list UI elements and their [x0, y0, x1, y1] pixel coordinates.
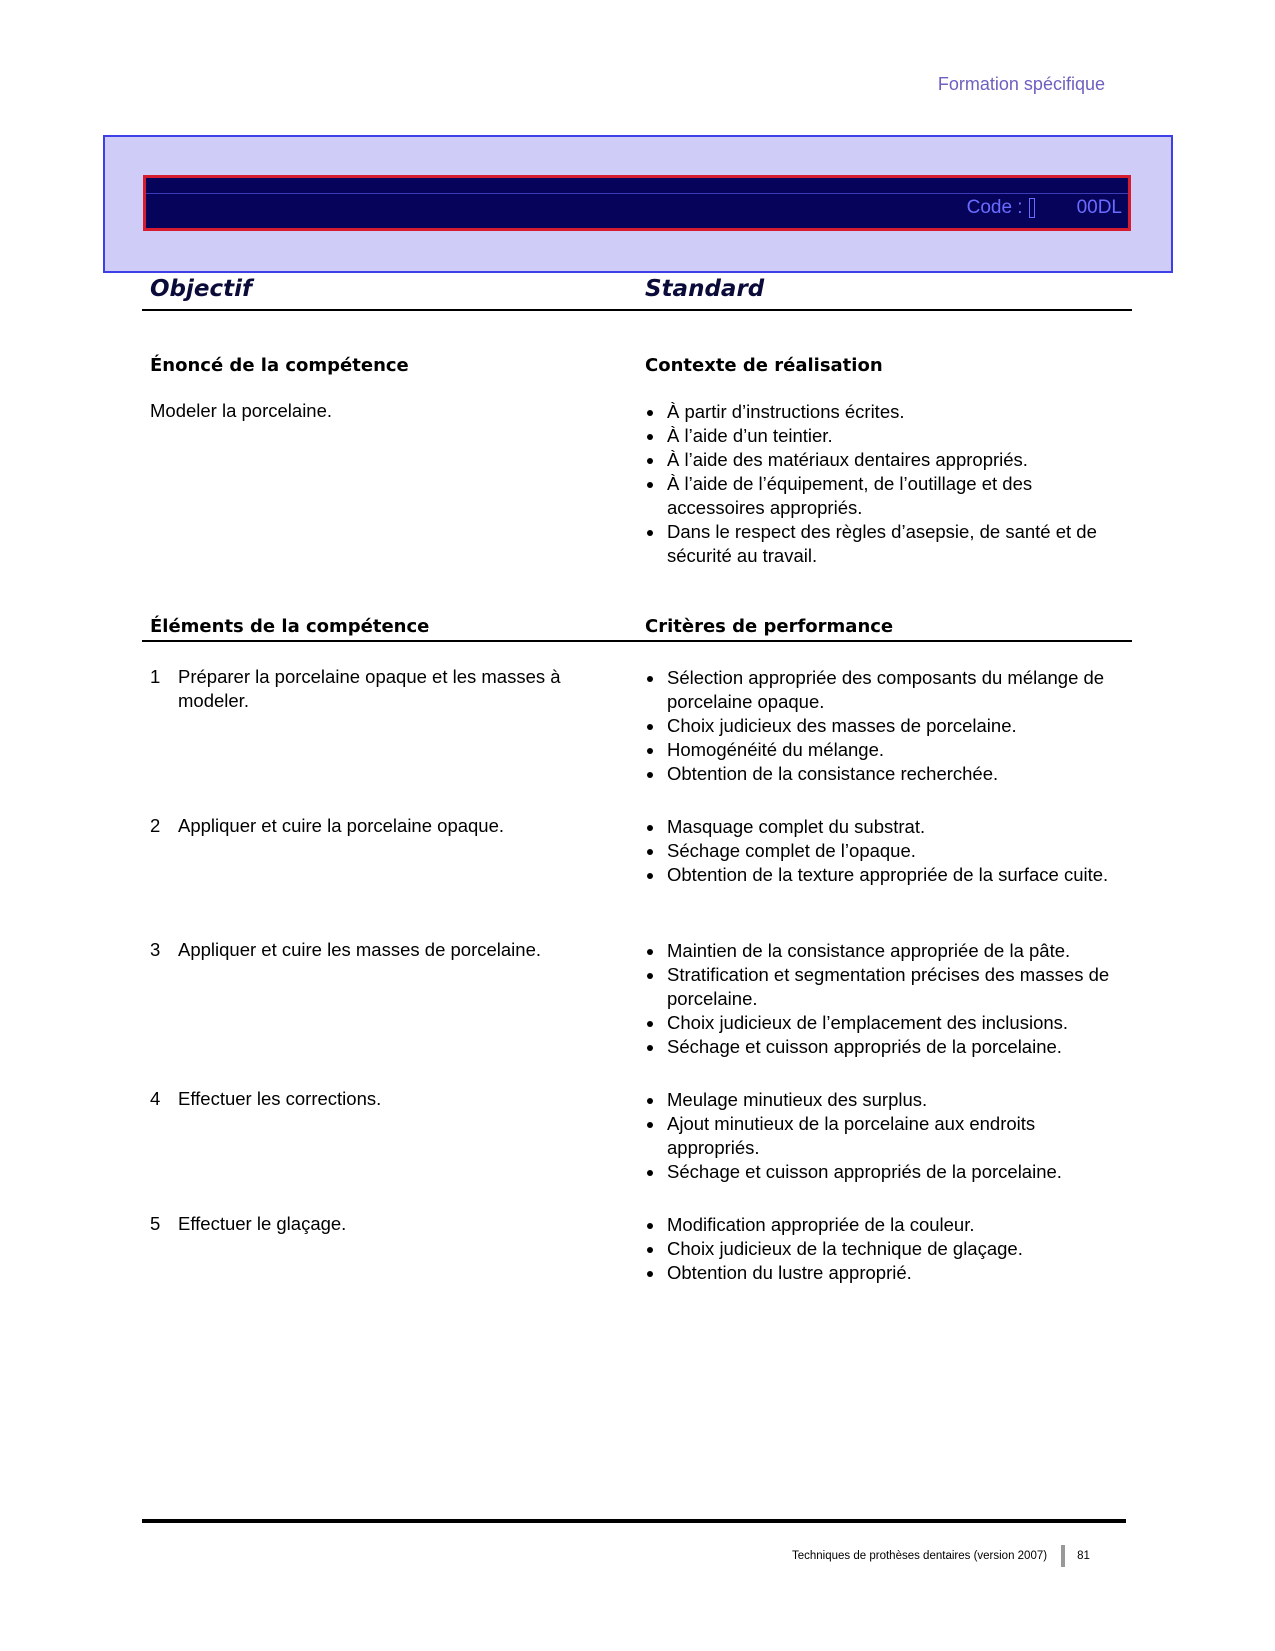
list-item: Meulage minutieux des surplus.: [645, 1088, 1125, 1112]
footer-rule: [142, 1519, 1126, 1523]
list-item: Sélection appropriée des composants du mélange de porcelaine opaque.: [645, 666, 1125, 714]
criteria-list-1: [645, 666, 1125, 786]
footer-separator: [1061, 1545, 1065, 1567]
page-footer: [792, 1545, 1090, 1567]
elements-heading: Éléments de la compétence: [150, 616, 430, 637]
list-item: Obtention du lustre approprié.: [645, 1261, 1125, 1285]
footer-title: Techniques de prothèses dentaires (version 2007): [792, 1550, 1048, 1562]
element-4: [150, 1087, 620, 1111]
context-heading: Contexte de réalisation: [645, 355, 883, 376]
list-item: Choix judicieux de la technique de glaçage.: [645, 1237, 1125, 1261]
element-3: [150, 938, 620, 962]
context-list: [645, 400, 1125, 568]
element-text: Préparer la porcelaine opaque et les masses à modeler.: [178, 666, 561, 711]
list-item: À l’aide de l’équipement, de l’outillage et des accessoires appropriés.: [645, 472, 1125, 520]
running-head: Formation spécifique: [937, 74, 1105, 94]
element-2: [150, 814, 620, 838]
title-banner: [103, 135, 1173, 273]
element-number: 5: [150, 1213, 161, 1234]
code-label: Code :: [966, 197, 1023, 218]
criteria-list-4: [645, 1088, 1125, 1184]
list-item: Maintien de la consistance appropriée de la pâte.: [645, 939, 1125, 963]
competence-heading: Énoncé de la compétence: [150, 355, 409, 376]
competence-statement: Modeler la porcelaine.: [150, 400, 333, 421]
header-rule: [142, 309, 1132, 311]
element-text: Effectuer le glaçage.: [178, 1213, 347, 1234]
column-header-objectif: Objectif: [150, 276, 253, 302]
criteria-list-2: [645, 815, 1125, 887]
element-number: 3: [150, 939, 161, 960]
element-text: Effectuer les corrections.: [178, 1088, 382, 1109]
list-item: Stratification et segmentation précises des masses de porcelaine.: [645, 963, 1125, 1011]
code-box: [1029, 198, 1035, 218]
list-item: Masquage complet du substrat.: [645, 815, 1125, 839]
code-value: 00DL: [1076, 197, 1122, 218]
list-item: Choix judicieux de l’emplacement des inclusions.: [645, 1011, 1125, 1035]
criteria-list-5: [645, 1213, 1125, 1285]
list-item: À l’aide d’un teintier.: [645, 424, 1125, 448]
column-header-standard: Standard: [645, 276, 765, 302]
list-item: Séchage et cuisson appropriés de la porcelaine.: [645, 1160, 1125, 1184]
list-item: Modification appropriée de la couleur.: [645, 1213, 1125, 1237]
element-text: Appliquer et cuire les masses de porcelaine.: [178, 939, 541, 960]
list-item: Séchage complet de l’opaque.: [645, 839, 1125, 863]
page-number: 81: [1077, 1550, 1090, 1562]
list-item: Obtention de la texture appropriée de la surface cuite.: [645, 863, 1125, 887]
list-item: Séchage et cuisson appropriés de la porcelaine.: [645, 1035, 1125, 1059]
list-item: Dans le respect des règles d’asepsie, de santé et de sécurité au travail.: [645, 520, 1125, 568]
element-5: [150, 1212, 620, 1236]
list-item: À partir d’instructions écrites.: [645, 400, 1125, 424]
list-item: À l’aide des matériaux dentaires appropriés.: [645, 448, 1125, 472]
element-1: [150, 665, 620, 713]
banner-rule: [146, 193, 1128, 194]
element-number: 1: [150, 666, 161, 687]
list-item: Ajout minutieux de la porcelaine aux endroits appropriés.: [645, 1112, 1125, 1160]
code-label-group: [967, 197, 1122, 219]
element-number: 4: [150, 1088, 161, 1109]
element-number: 2: [150, 815, 161, 836]
title-bar: [143, 175, 1131, 231]
list-item: Obtention de la consistance recherchée.: [645, 762, 1125, 786]
criteria-list-3: [645, 939, 1125, 1059]
criteria-heading: Critères de performance: [645, 616, 894, 637]
section-rule: [142, 640, 1132, 642]
list-item: Choix judicieux des masses de porcelaine.: [645, 714, 1125, 738]
list-item: Homogénéité du mélange.: [645, 738, 1125, 762]
element-text: Appliquer et cuire la porcelaine opaque.: [178, 815, 505, 836]
